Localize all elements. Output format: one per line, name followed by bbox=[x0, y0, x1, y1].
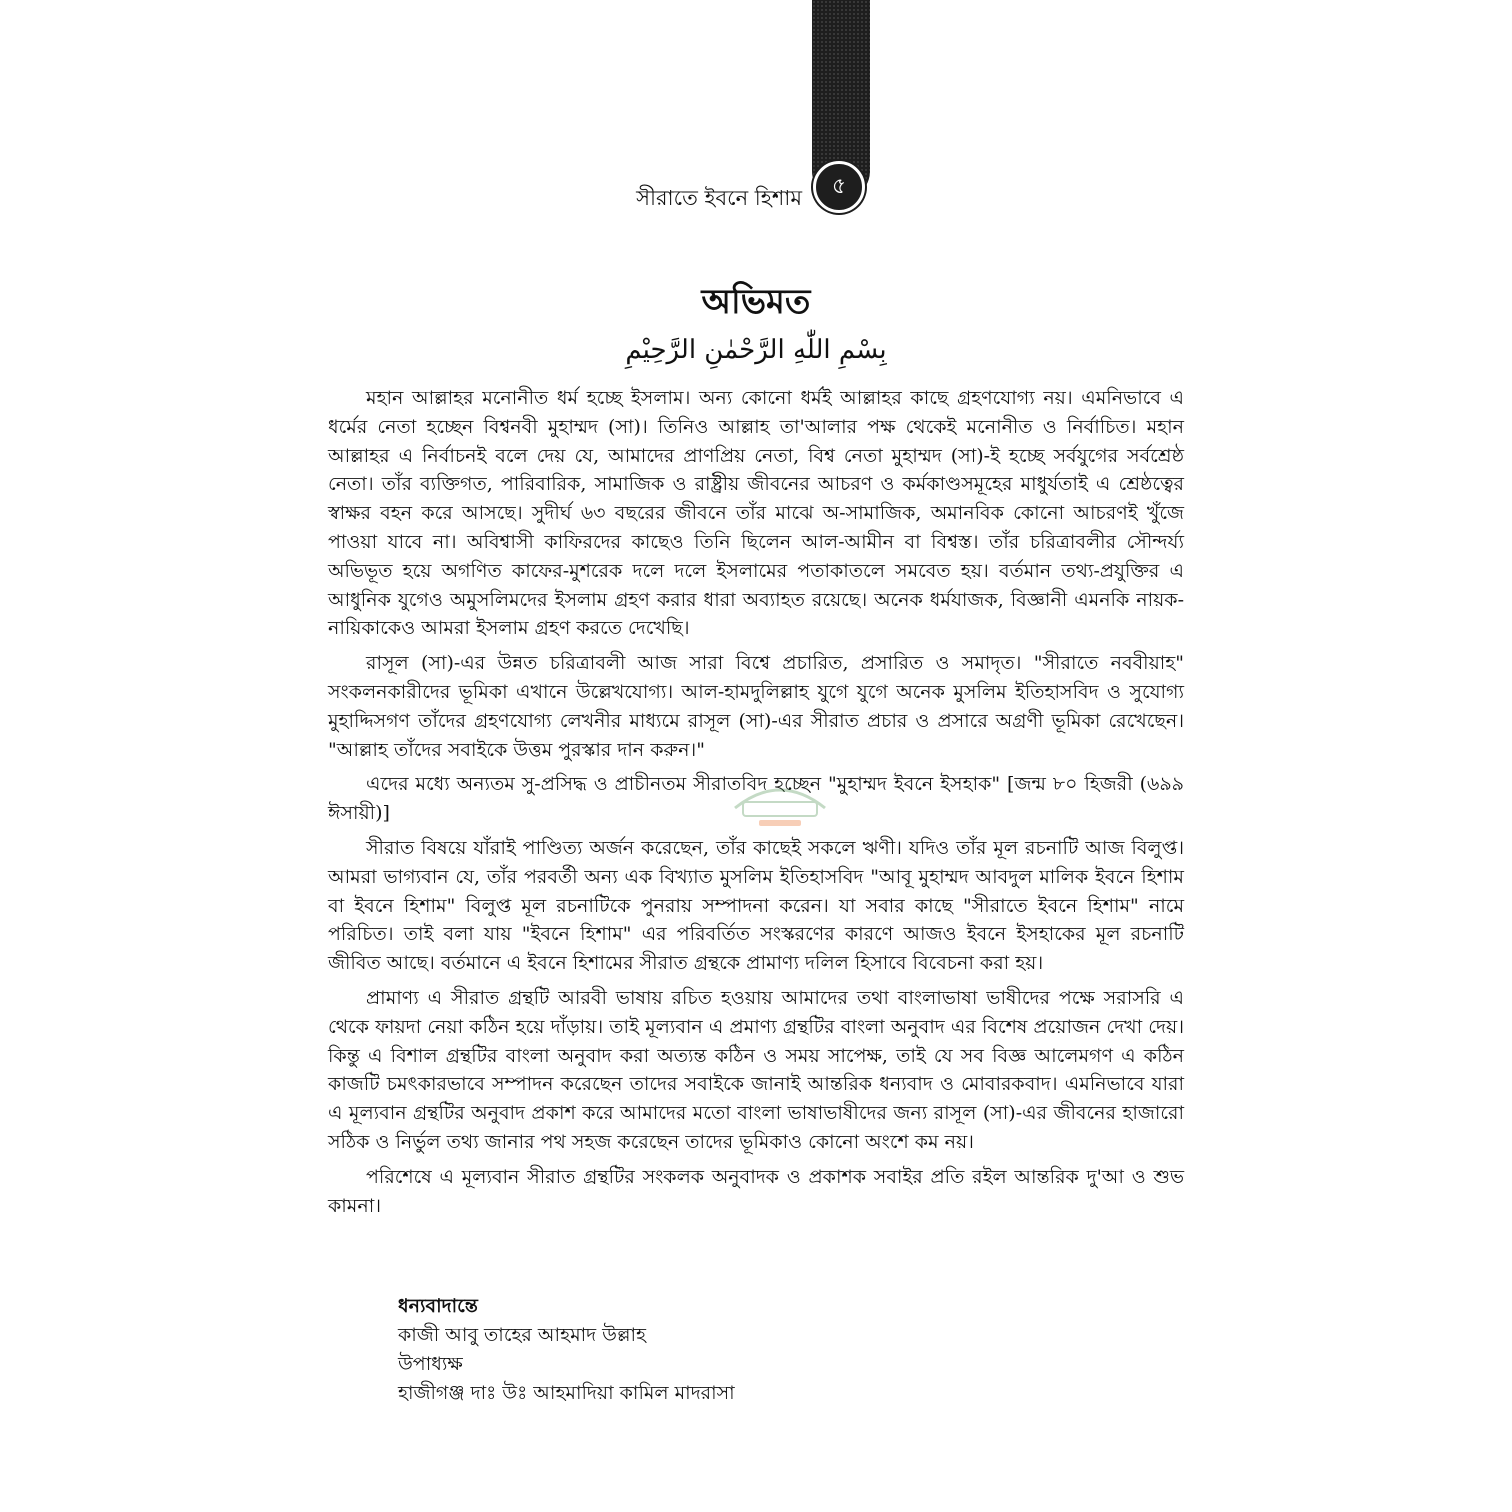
signature-institution: হাজীগঞ্জ দাঃ উঃ আহমাদিয়া কামিল মাদরাসা bbox=[398, 1382, 735, 1404]
paragraph: প্রামাণ্য এ সীরাত গ্রন্থটি আরবী ভাষায় রচিত হওয়ায় আমাদের তথা বাংলাভাষা ভাষীদের পক্ষে সরাসরি এ থেকে ফায়দা নেয়া কঠিন হয়ে দাঁড়ায়। তাই মূল্যবান এ প্রমাণ্য গ্রন্থটির বাংলা অনুবাদ এর বিশেষ প্রয়োজন দেখা দেয়। কিন্তু এ বিশাল গ্রন্থটির বাংলা অনুবাদ করা অত্যন্ত কঠিন ও সময় সাপেক্ষ, তাই যে সব বিজ্ঞ আলেমগণ এ কঠিন কাজটি চমৎকারভাবে সম্পাদন করেছেন তাদের সবাইকে জানাই আন্তরিক ধন্যবাদ ও মোবারকবাদ। এমনিভাবে যারা এ মূল্যবান গ্রন্থটির অনুবাদ প্রকাশ করে আমাদের মতো বাংলা ভাষাভাষীদের জন্য রাসূল (সা)-এর জীবনের হাজারো সঠিক ও নির্ভুল তথ্য জানার পথ সহজ করেছেন তাদের ভূমিকাও কোনো অংশে কম নয়। bbox=[328, 986, 1184, 1153]
bismillah: بِسْمِ اللّٰهِ الرَّحْمٰنِ الرَّحِيْمِ bbox=[625, 335, 887, 365]
signature-block bbox=[398, 1292, 735, 1408]
paragraph: রাসূল (সা)-এর উন্নত চরিত্রাবলী আজ সারা বিশ্বে প্রচারিত, প্রসারিত ও সমাদৃত। "সীরাতে নববীয়াহ" সংকলনকারীদের ভূমিকা এখানে উল্লেখযোগ্য। আল-হামদুলিল্লাহ যুগে যুগে অনেক মুসলিম ইতিহাসবিদ ও সুযোগ্য মুহাদ্দিসগণ তাঁদের গ্রহণযোগ্য লেখনীর মাধ্যমে রাসূল (সা)-এর সীরাত প্রচার ও প্রসারে অগ্রণী ভূমিকা রেখেছেন। "আল্লাহ তাঁদের সবাইকে উত্তম পুরস্কার দান করুন।" bbox=[328, 652, 1184, 761]
page-title: অভিমত bbox=[701, 282, 811, 322]
signature-designation: উপাধ্যক্ষ bbox=[398, 1353, 463, 1375]
paragraph: এদের মধ্যে অন্যতম সু-প্রসিদ্ধ ও প্রাচীনতম সীরাতবিদ হচ্ছেন "মুহাম্মদ ইবনে ইসহাক" [জন্ম ৮০ হিজরী (৬৯৯ ঈসায়ী)] bbox=[328, 773, 1184, 825]
page-number: ৫ bbox=[813, 161, 865, 213]
paragraph: সীরাত বিষয়ে যাঁরাই পাণ্ডিত্য অর্জন করেছেন, তাঁর কাছেই সকলে ঋণী। যদিও তাঁর মূল রচনাটি আজ বিলুপ্ত। আমরা ভাগ্যবান যে, তাঁর পরবর্তী অন্য এক বিখ্যাত মুসলিম ইতিহাসবিদ "আবূ মুহাম্মদ আবদুল মালিক ইবনে হিশাম বা ইবনে হিশাম" বিলুপ্ত মূল রচনাটিকে পুনরায় সম্পাদনা করেন। যা সবার কাছে "সীরাতে ইবনে হিশাম" নামে পরিচিত। তাই বলা যায় "ইবনে হিশাম" এর পরিবর্তিত সংস্করণের কারণে আজও ইবনে ইসহাকের মূল রচনাটি জীবিত আছে। বর্তমানে এ ইবনে হিশামের সীরাত গ্রন্থকে প্রামাণ্য দলিল হিসাবে বিবেচনা করা হয়। bbox=[328, 836, 1184, 975]
body-text bbox=[328, 384, 1184, 1226]
paragraph: মহান আল্লাহর মনোনীত ধর্ম হচ্ছে ইসলাম। অন্য কোনো ধর্মই আল্লাহর কাছে গ্রহণযোগ্য নয়। এমনিভাবে এ ধর্মের নেতা হচ্ছেন বিশ্বনবী মুহাম্মদ (সা)। তিনিও আল্লাহ তা'আলার পক্ষ থেকেই মনোনীত ও নির্বাচিত। মহান আল্লাহর এ নির্বাচনই বলে দেয় যে, আমাদের প্রাণপ্রিয় নেতা, বিশ্ব নেতা মুহাম্মদ (সা)-ই হচ্ছে সর্বযুগের সর্বশ্রেষ্ঠ নেতা। তাঁর ব্যক্তিগত, পারিবারিক, সামাজিক ও রাষ্ট্রীয় জীবনের আচরণ ও কর্মকাণ্ডসমূহের মাধুর্যতাই এ শ্রেষ্ঠত্বের স্বাক্ষর বহন করে আসছে। সুদীর্ঘ ৬৩ বছরের জীবনে তাঁর মাঝে অ-সামাজিক, অমানবিক কোনো আচরণই খুঁজে পাওয়া যাবে না। অবিশ্বাসী কাফিরদের কাছেও তিনি ছিলেন আল-আমীন বা বিশ্বস্ত। তাঁর চরিত্রাবলীর সৌন্দর্য্য অভিভূত হয়ে অগণিত কাফের-মুশরেক দলে দলে ইসলামের পতাকাতলে সমবেত হয়। বর্তমান তথ্য-প্রযুক্তির এ আধুনিক যুগেও অমুসলিমদের ইসলাম গ্রহণ করার ধারা অব্যাহত রয়েছে। অনেক ধর্মযাজক, বিজ্ঞানী এমনকি নায়ক-নায়িকাকেও আমরা ইসলাম গ্রহণ করতে দেখেছি। bbox=[328, 387, 1184, 640]
paragraph: পরিশেষে এ মূল্যবান সীরাত গ্রন্থটির সংকলক অনুবাদক ও প্রকাশক সবাইর প্রতি রইল আন্তরিক দু'আ ও শুভ কামনা। bbox=[328, 1165, 1184, 1217]
signature-name: কাজী আবু তাহের আহমাদ উল্লাহ bbox=[398, 1324, 646, 1346]
signature-closing: ধন্যবাদান্তে bbox=[398, 1295, 478, 1317]
running-header: সীরাতে ইবনে হিশাম bbox=[636, 186, 802, 210]
